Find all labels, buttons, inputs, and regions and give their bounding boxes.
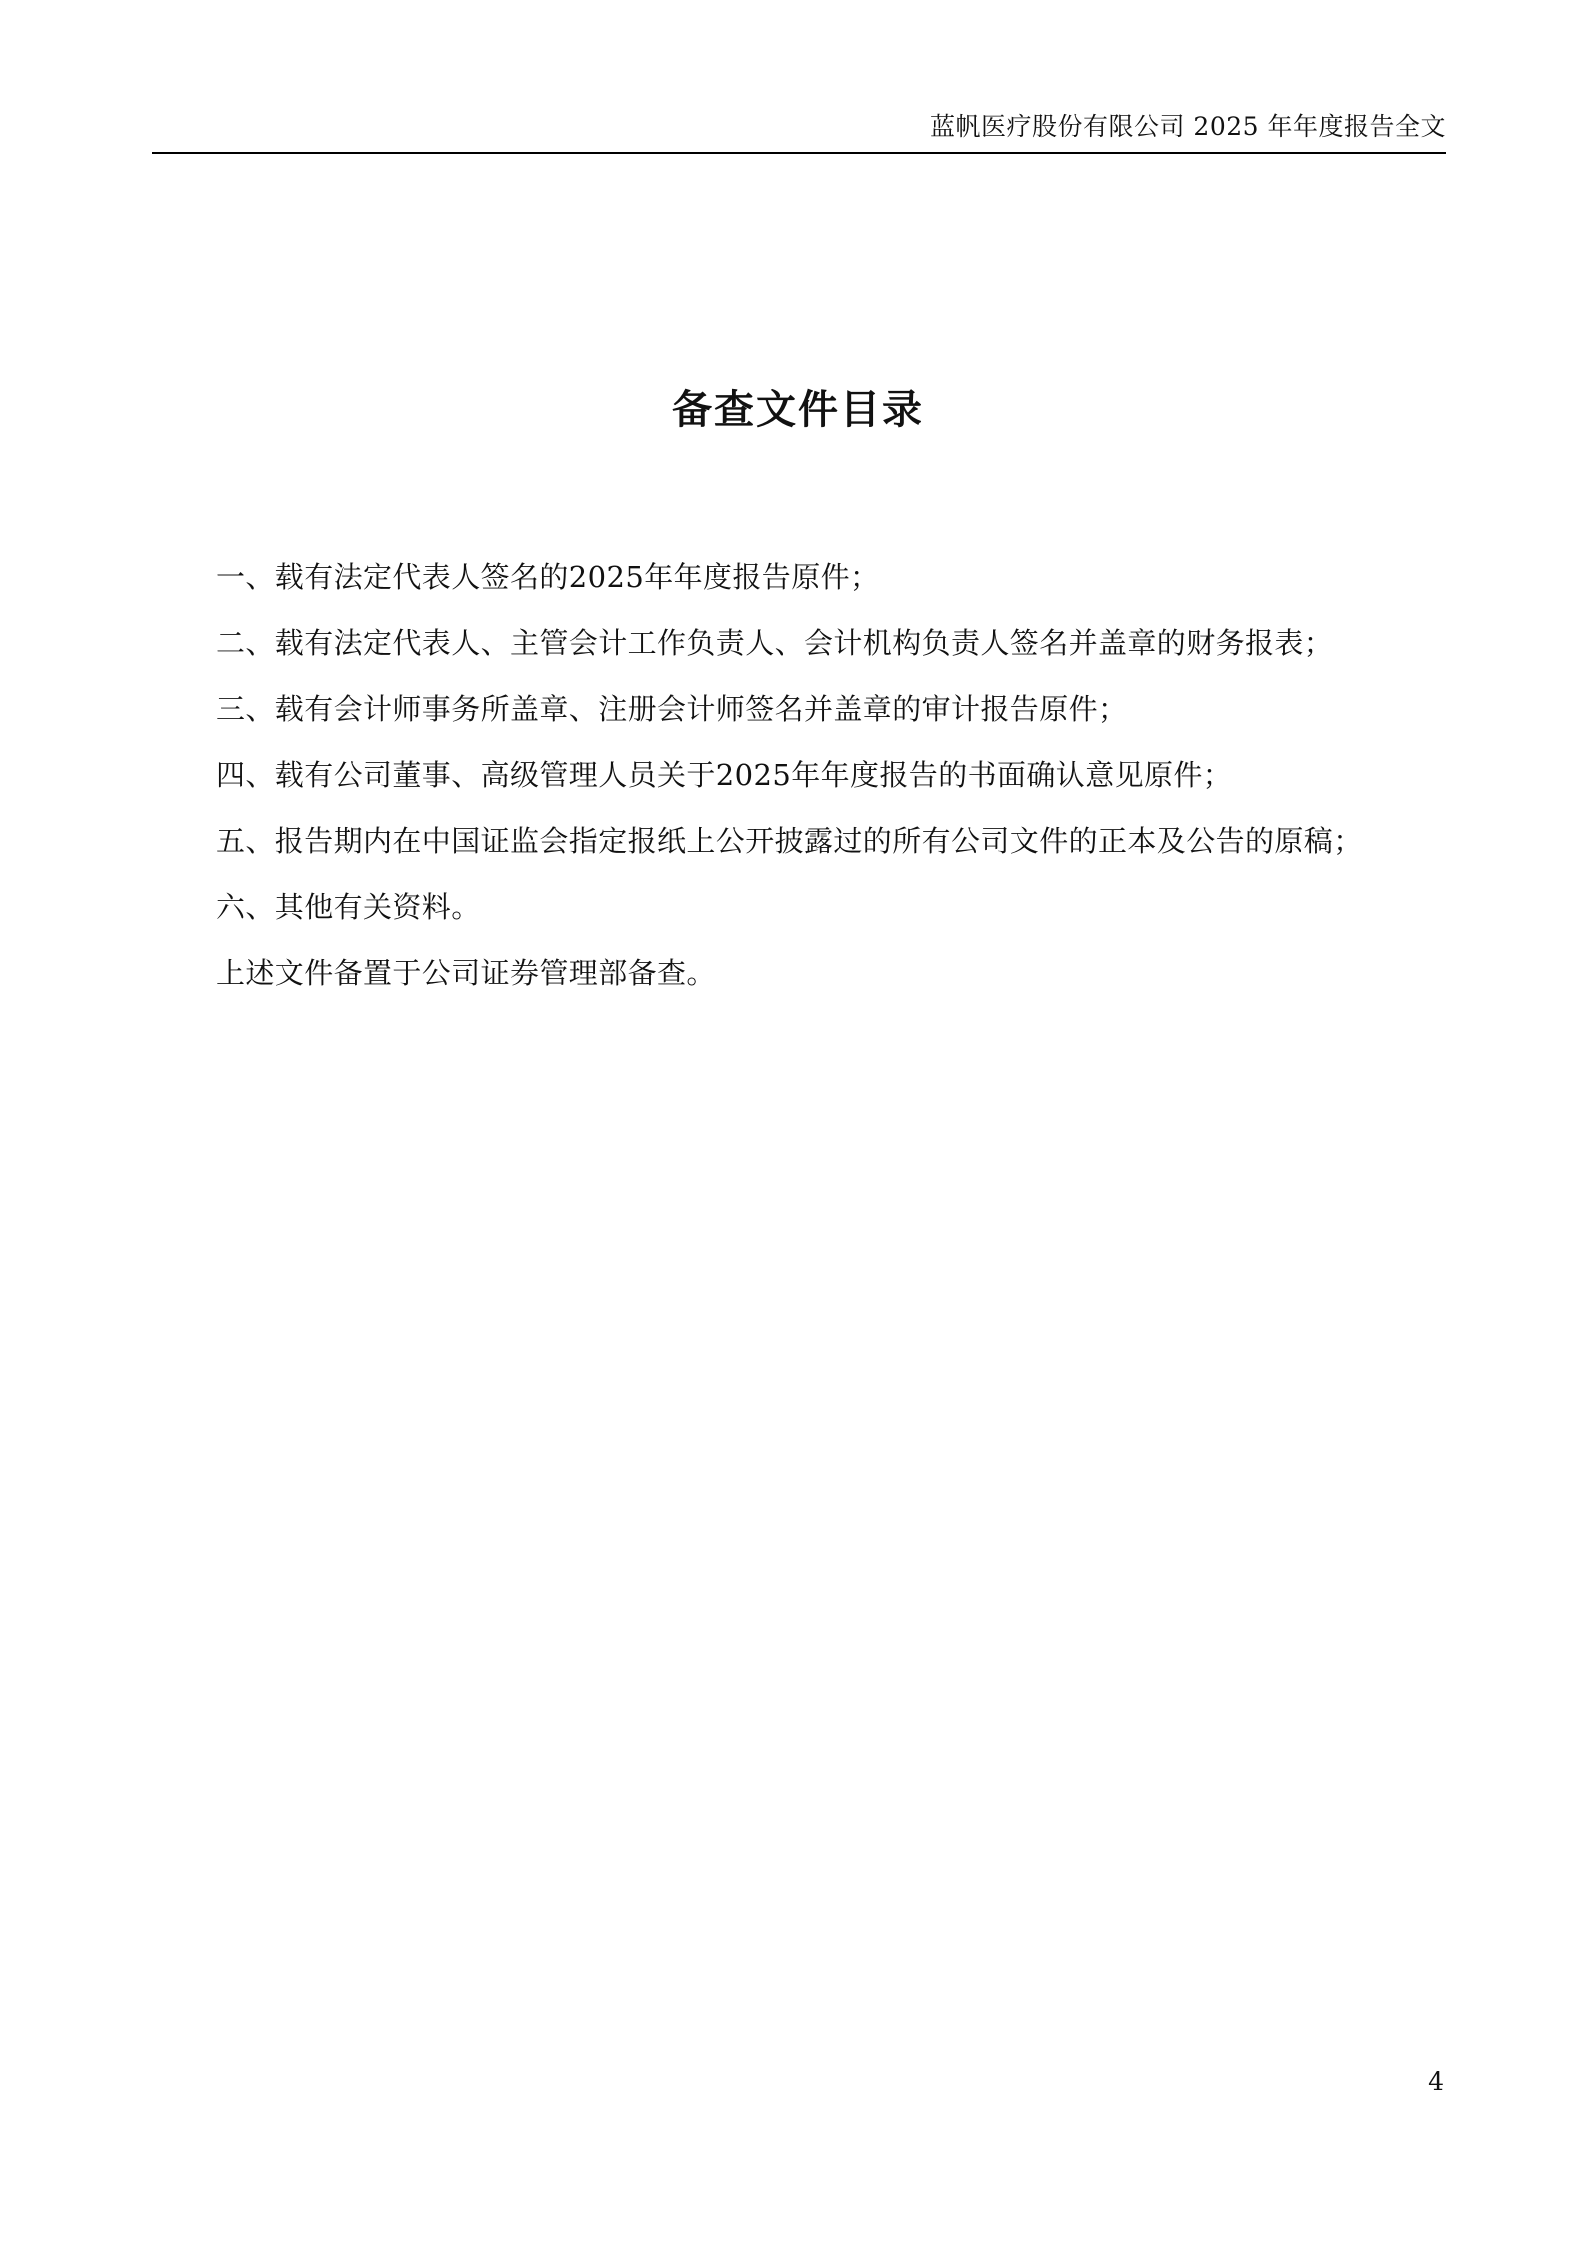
closing-statement: 上述文件备置于公司证券管理部备查。 [216, 956, 716, 990]
list-item: 二、载有法定代表人、主管会计工作负责人、会计机构负责人签名并盖章的财务报表； [216, 626, 1334, 660]
reference-document-list [216, 555, 1466, 951]
list-item: 四、载有公司董事、高级管理人员关于2025年年度报告的书面确认意见原件； [216, 758, 1233, 792]
page-number: 4 [1428, 2067, 1444, 2096]
list-item: 六、其他有关资料。 [216, 890, 481, 924]
header-divider [152, 152, 1446, 154]
document-title: 备查文件目录 [672, 386, 924, 433]
running-header: 蓝帆医疗股份有限公司 2025 年年度报告全文 [929, 112, 1446, 141]
list-item: 三、载有会计师事务所盖章、注册会计师签名并盖章的审计报告原件； [216, 692, 1128, 726]
list-item: 五、报告期内在中国证监会指定报纸上公开披露过的所有公司文件的正本及公告的原稿； [216, 824, 1363, 858]
list-item: 一、载有法定代表人签名的2025年年度报告原件； [216, 560, 880, 594]
